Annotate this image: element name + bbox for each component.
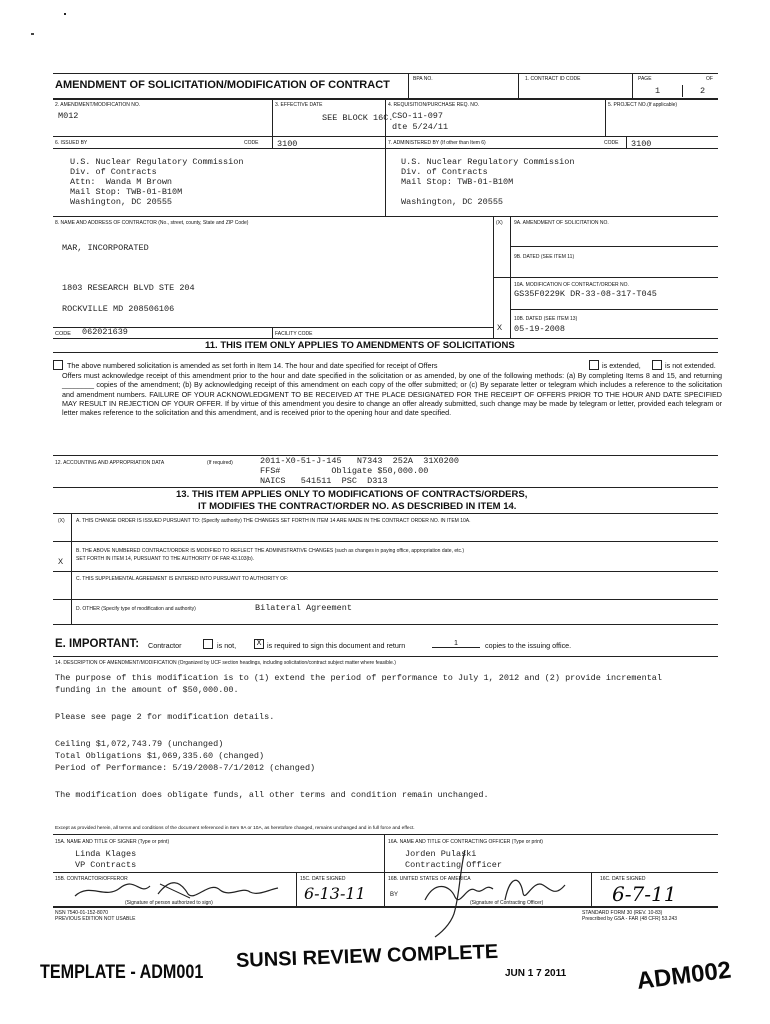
divider [53,656,718,657]
previous-edition: PREVIOUS EDITION NOT USABLE [55,916,136,922]
item7-line-3: Mail Stop: TWB-01-B10M [401,177,514,187]
item12-label: 12. ACCOUNTING AND APPROPRIATION DATA [55,460,165,466]
item11-checkbox[interactable] [53,360,63,370]
item7-label: 7. ADMINISTERED BY (If other than Item 6) [388,140,486,146]
divider [272,136,273,148]
divider [272,327,273,338]
item6-code: 3100 [277,139,298,149]
divider [53,541,718,542]
description-line-10: The modification does obligate funds, all other terms and condition remain unchanged. [55,790,489,800]
contractor-address-1: 1803 RESEARCH BLVD STE 204 [62,283,195,293]
item6-line-1: U.S. Nuclear Regulatory Commission [70,157,244,167]
item13-title: 13. THIS ITEM APPLIES ONLY TO MODIFICATIONS OF CONTRACTS/ORDERS, [176,489,528,500]
form-bottom-border [53,906,718,908]
item13d-value: Bilateral Agreement [255,603,352,613]
not-extended-label: is not extended. [665,361,716,370]
item7-line-1: U.S. Nuclear Regulatory Commission [401,157,575,167]
item15c-label: 15C. DATE SIGNED [300,876,346,882]
divider [493,277,718,278]
is-required-checkbox[interactable]: X [254,639,264,649]
item13a-text: A. THIS CHANGE ORDER IS ISSUED PURSUANT TO: (Specify authority) THE CHANGES SET FORTH IN ITEM 14 ARE MADE IN THE CONTRACT ORDER NO. IN ITEM 10A. [76,518,471,524]
item10b-label: 10B. DATED (SEE ITEM 13) [514,316,578,322]
item11-body: Offers must acknowledge receipt of this amendment prior to the hour and date specified in the solicitation or as amended, by one of the following methods: (a) By completing Items 8 and 15, and returning ________ copies of the amendment; (b) By acknowledging receipt of this amendment on each copy of the offer submitted; or (c) By separate letter or telegram which includes a reference to the solicitation and amendment numbers. FAILURE OF YOUR ACKNOWLEDGMENT TO BE RECEIVED AT THE PLACE DESIGNATED FOR THE RECEIPT OF OFFERS PRIOR TO THE HOUR AND DATE SPECIFIED MAY RESULT IN REJECTION OF YOUR OFFER. If by virtue of this amendment you desire to change an offer already submitted, such change may be made by telegram or letter, provided each telegram or letter makes reference to the solicitation and this amendment, and is received prior to the opening hour and date specified. [62,371,722,418]
contractor-date-signed: 6-13-11 [304,884,366,903]
important-copies: 1 [432,638,480,648]
officer-date-signed: 6-7-11 [612,882,677,906]
item6-code-label: CODE [244,140,259,146]
item16b-by: BY [390,892,399,898]
item8-label: 8. NAME AND ADDRESS OF CONTRACTOR (No., street, county, State and ZIP Code) [55,220,249,226]
item4-value-1: CSO-11-097 [392,111,444,121]
officer-title: Contracting Officer [405,860,502,870]
divider [408,73,409,98]
divider [53,148,718,149]
item13d-text: D. OTHER (Specify type of modification and authority) [76,606,196,612]
item16c-label: 16C. DATE SIGNED [600,876,646,882]
accounting-line-2: FFS# Obligate $50,000.00 [260,466,429,476]
item16a-label: 16A. NAME AND TITLE OF CONTRACTING OFFICER (Type or print) [388,839,543,845]
form-title: AMENDMENT OF SOLICITATION/MODIFICATION OF CONTRACT [55,79,390,91]
divider [296,872,297,906]
item9b-label: 9B. DATED (SEE ITEM 11) [514,254,575,260]
page-number: 1 [655,86,661,96]
not-extended-checkbox[interactable] [652,360,662,370]
item11-line1: The above numbered solicitation is amended as set forth in Item 14. The hour and date specified for receipt of Offers [67,361,438,370]
accounting-line-3: NAICS 541511 PSC D313 [260,476,388,486]
important-is-not: is not, [217,641,237,650]
item6-line-3: Attn: Wanda M Brown [70,177,173,187]
item13b-x-mark: X [58,557,64,567]
item3-label: 3. EFFECTIVE DATE [275,102,323,108]
item10a-label: 10A. MODIFICATION OF CONTRACT/ORDER NO. [514,282,629,288]
description-line-2: funding in the amount of $50,000.00. [55,685,239,695]
item2-label: 2. AMENDMENT/MODIFICATION NO. [55,102,141,108]
divider [605,98,606,136]
divider [510,246,718,247]
divider [682,85,683,97]
item16b-label: 16B. UNITED STATES OF AMERICA [388,876,471,882]
item15b-label: 15B. CONTRACTOR/OFFEROR [55,876,128,882]
bpa-label: BPA NO. [413,76,433,82]
signer-title: VP Contracts [75,860,137,870]
important-contractor: Contractor [148,641,182,650]
divider [384,834,385,906]
date-stamp: JUN 1 7 2011 [505,968,567,979]
divider [53,216,718,217]
item13b-text-1: B. THE ABOVE NUMBERED CONTRACT/ORDER IS MODIFIED TO REFLECT THE ADMINISTRATIVE CHANGES (such as changes in paying office, appropriation date, etc.) [76,548,465,554]
contractor-code-label: CODE [55,331,71,337]
template-stamp: TEMPLATE - ADM001 [40,962,204,983]
item13c-text: C. THIS SUPPLEMENTAL AGREEMENT IS ENTERED INTO PURSUANT TO AUTHORITY OF: [76,576,289,582]
officer-name: Jorden Pulaski [405,849,477,859]
x-column-label: (X) [496,220,503,226]
important-required: is required to sign this document and return [267,641,406,650]
divider [53,834,718,835]
divider [53,352,718,353]
accounting-line-1: 2011-X0-51-J-145 N7343 252A 31X0200 [260,456,459,466]
description-line-4: Please see page 2 for modification details. [55,712,275,722]
item10-x-mark: X [497,323,503,333]
divider [53,872,718,873]
item10b-value: 05-19-2008 [514,324,566,334]
divider [53,338,718,339]
prescribed-by: Prescribed by GSA - FAR (48 CFR) 53.243 [582,916,678,922]
item11-title: 11. THIS ITEM ONLY APPLIES TO AMENDMENTS OF SOLICITATIONS [205,340,515,351]
item7-line-2: Div. of Contracts [401,167,488,177]
of-label: OF [706,76,713,82]
item3-value: SEE BLOCK 16C. [322,113,394,123]
speck [64,13,66,15]
item6-line-4: Mail Stop: TWB-01-B10M [70,187,183,197]
contractor-code: 062021639 [82,327,128,337]
divider [53,513,718,514]
description-line-8: Period of Performance: 5/19/2008-7/1/2012 (changed) [55,763,316,773]
description-line-1: The purpose of this modification is to (1) extend the period of performance to July 1, 2012 and (2) provide incremental [55,673,662,683]
signer-name: Linda Klages [75,849,137,859]
except-note: Except as provided herein, all terms and conditions of the document referenced in Item 9A or 10A, as heretofore changed, remains unchanged and in full force and effect. [55,826,415,831]
item10a-value: GS35F0229K DR-33-08-317-T045 [514,289,657,299]
item6-label: 6. ISSUED BY [55,140,88,146]
contractor-signature-caption: (Signature of person authorized to sign) [125,900,213,906]
extended-label: is extended, [602,361,641,370]
adm-stamp: ADM002 [635,956,733,995]
divider [518,73,519,98]
divider [632,73,633,98]
officer-signature [405,845,580,940]
standard-form: STANDARD FORM 30 (REV. 10-83) [582,910,663,916]
officer-signature-caption: (Signature of Contracting Officer) [470,900,544,906]
item15a-label: 15A. NAME AND TITLE OF SIGNER (Type or print) [55,839,170,845]
important-label: E. IMPORTANT: [55,638,140,650]
divider [385,98,386,136]
contractor-signature [70,876,285,902]
facility-code-label: FACILITY CODE [275,331,313,337]
divider [591,872,592,906]
is-not-checkbox[interactable] [203,639,213,649]
item12-required: (If required) [207,460,233,466]
important-tail: copies to the issuing office. [485,641,572,650]
divider [53,487,718,488]
contractor-address-2: ROCKVILLE MD 208506106 [62,304,175,314]
divider [626,136,627,148]
divider [272,98,273,136]
item13-subtitle: IT MODIFIES THE CONTRACT/ORDER NO. AS DESCRIBED IN ITEM 14. [198,501,517,512]
divider [71,513,72,624]
item9a-label: 9A. AMENDMENT OF SOLICITATION NO. [514,220,609,226]
item6-line-2: Div. of Contracts [70,167,157,177]
item7-line-5: Washington, DC 20555 [401,197,504,207]
divider [53,571,718,572]
item6-line-5: Washington, DC 20555 [70,197,173,207]
description-line-7: Total Obligations $1,069,335.60 (changed) [55,751,265,761]
nsn: NSN 7540-01-152-8070 [55,910,109,916]
page-total: 2 [700,86,706,96]
divider [53,599,718,600]
contractor-name: MAR, INCORPORATED [62,243,149,253]
item7-code: 3100 [631,139,652,149]
item5-label: 5. PROJECT NO.(If applicable) [608,102,678,108]
item4-value-2: dte 5/24/11 [392,122,449,132]
item2-value: M012 [58,111,79,121]
item13b-text-2: SET FORTH IN ITEM 14, PURSUANT TO THE AUTHORITY OF FAR 43.103(b). [76,556,255,562]
divider [53,624,718,625]
item14-label: 14. DESCRIPTION OF AMENDMENT/MODIFICATION (Organized by UCF section headings, including solicitation/contract subject matter where feasible.) [55,660,396,666]
speck [31,33,34,35]
item7-code-label: CODE [604,140,619,146]
page-label: PAGE [638,76,652,82]
divider [510,309,718,310]
item13-x-label: (X) [58,518,65,524]
description-line-6: Ceiling $1,072,743.79 (unchanged) [55,739,224,749]
item4-label: 4. REQUISITION/PURCHASE REQ. NO. [388,102,480,108]
form-top-border [53,73,718,74]
extended-checkbox[interactable] [589,360,599,370]
sunsi-review-stamp: SUNSI REVIEW COMPLETE [235,940,499,972]
contract-id-label: 1. CONTRACT ID CODE [525,76,581,82]
